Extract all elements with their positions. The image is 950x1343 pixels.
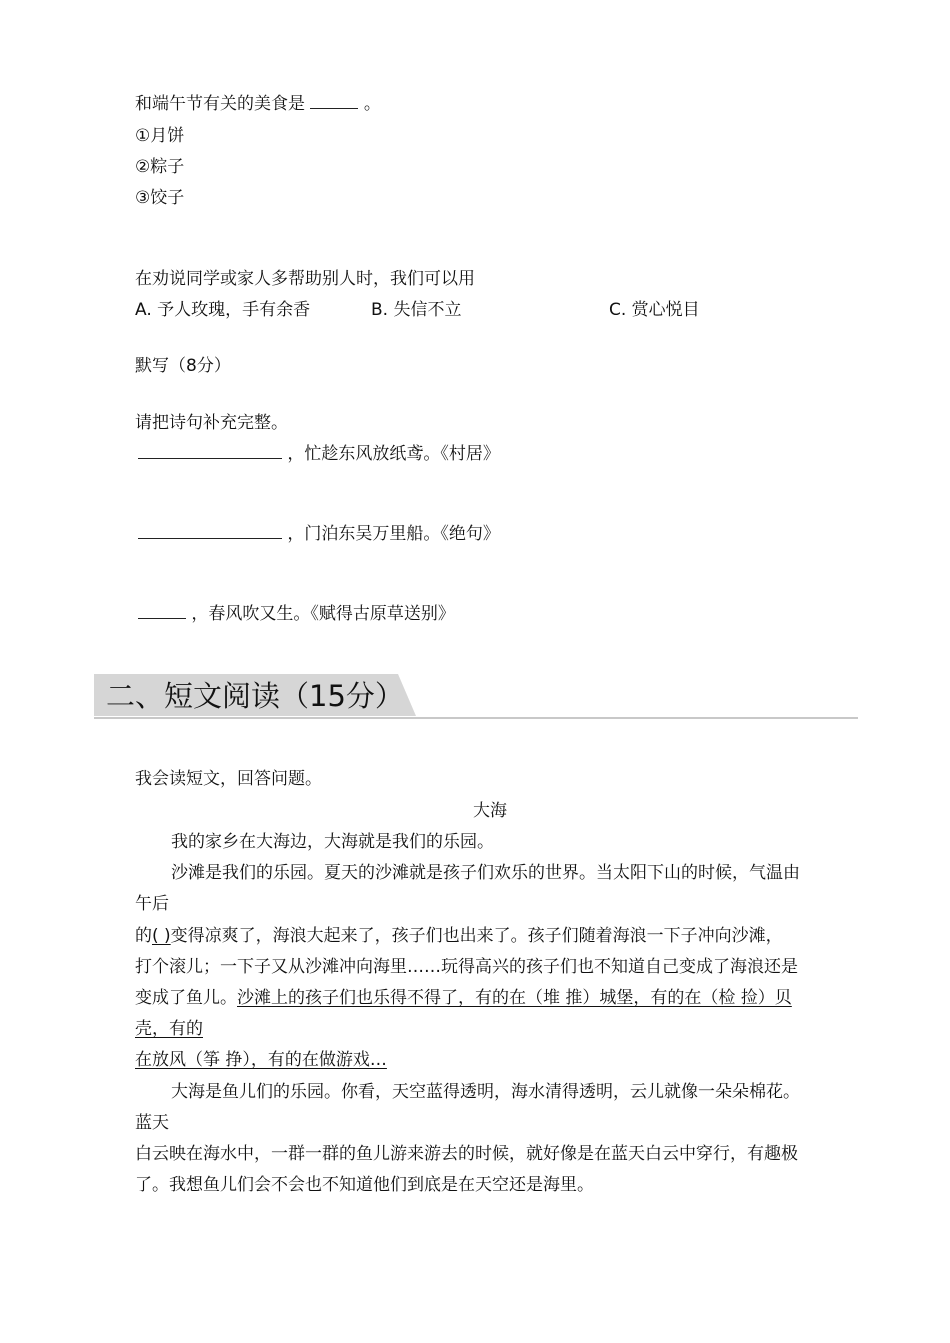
poem-blank-1[interactable]	[138, 442, 282, 459]
section-banner	[94, 674, 858, 720]
poem-line-3-text: ，春风吹又生。《赋得古原草送别》	[191, 604, 455, 624]
dictation-heading: 默写（8分）	[135, 356, 231, 376]
passage-p2-line5	[135, 986, 792, 1010]
dictation-line-3	[138, 602, 455, 626]
passage-title: 大海	[473, 801, 507, 821]
passage-p2-line3-b: 变得凉爽了，海浪大起来了，孩子们也出来了。孩子们随着海浪一下子冲向沙滩，	[170, 926, 783, 946]
answer-blank[interactable]	[310, 92, 358, 109]
question-food-stem	[135, 92, 381, 116]
passage-p2-line1: 沙滩是我们的乐园。夏天的沙滩就是孩子们欢乐的世界。当太阳下山的时候，气温由	[171, 863, 800, 883]
option-zongzi: ②粽子	[135, 157, 185, 177]
passage-p2-line6: 壳，有的	[135, 1019, 203, 1039]
passage-p2-line5-a: 变成了鱼儿。	[135, 988, 237, 1008]
poem-blank-3[interactable]	[138, 602, 186, 619]
option-c: C. 赏心悦目	[609, 300, 700, 320]
dictation-line-1	[138, 442, 500, 466]
passage-answer-blank[interactable]: ( )	[152, 926, 171, 946]
passage-p3-line3: 白云映在海水中，一群一群的鱼儿游来游去的时候，就好像是在蓝天白云中穿行，有趣极	[135, 1144, 798, 1164]
option-a: A. 予人玫瑰，手有余香	[135, 300, 311, 320]
question-idiom-stem: 在劝说同学或家人多帮助别人时，我们可以用	[135, 269, 475, 289]
question-food-stem-text: 和端午节有关的美食是	[135, 94, 305, 114]
dictation-instruction: 请把诗句补充完整。	[135, 413, 288, 433]
passage-p2-line3-a: 的	[135, 926, 152, 946]
section-title: 二、短文阅读（15分）	[106, 679, 404, 713]
passage-p2-line7: 在放风（筝 挣），有的在做游戏…	[135, 1050, 387, 1070]
passage-p1: 我的家乡在大海边，大海就是我们的乐园。	[171, 832, 494, 852]
passage-p2-line3	[135, 924, 783, 948]
option-b: B. 失信不立	[371, 300, 462, 320]
question-food-stem-end: 。	[363, 94, 381, 114]
passage-p2-line2: 午后	[135, 894, 169, 914]
poem-line-1-text: ，忙趁东风放纸鸢。《村居》	[287, 444, 500, 464]
reading-instruction: 我会读短文，回答问题。	[135, 769, 322, 789]
poem-blank-2[interactable]	[138, 522, 282, 539]
passage-p2-line4: 打个滚儿；一下子又从沙滩冲向海里……玩得高兴的孩子们也不知道自己变成了海浪还是	[135, 957, 798, 977]
dictation-line-2	[138, 522, 500, 546]
poem-line-2-text: ，门泊东吴万里船。《绝句》	[287, 524, 500, 544]
option-dumpling: ③饺子	[135, 188, 185, 208]
option-mooncake: ①月饼	[135, 126, 185, 146]
underlined-sentence: 沙滩上的孩子们也乐得不得了，有的在（堆 推）城堡，有的在（检 捡）贝	[237, 988, 792, 1008]
passage-p3-line2: 蓝天	[135, 1113, 169, 1133]
passage-p3-line4: 了。我想鱼儿们会不会也不知道他们到底是在天空还是海里。	[135, 1175, 594, 1195]
passage-p3-line1: 大海是鱼儿们的乐园。你看，天空蓝得透明，海水清得透明，云儿就像一朵朵棉花。	[171, 1082, 800, 1102]
